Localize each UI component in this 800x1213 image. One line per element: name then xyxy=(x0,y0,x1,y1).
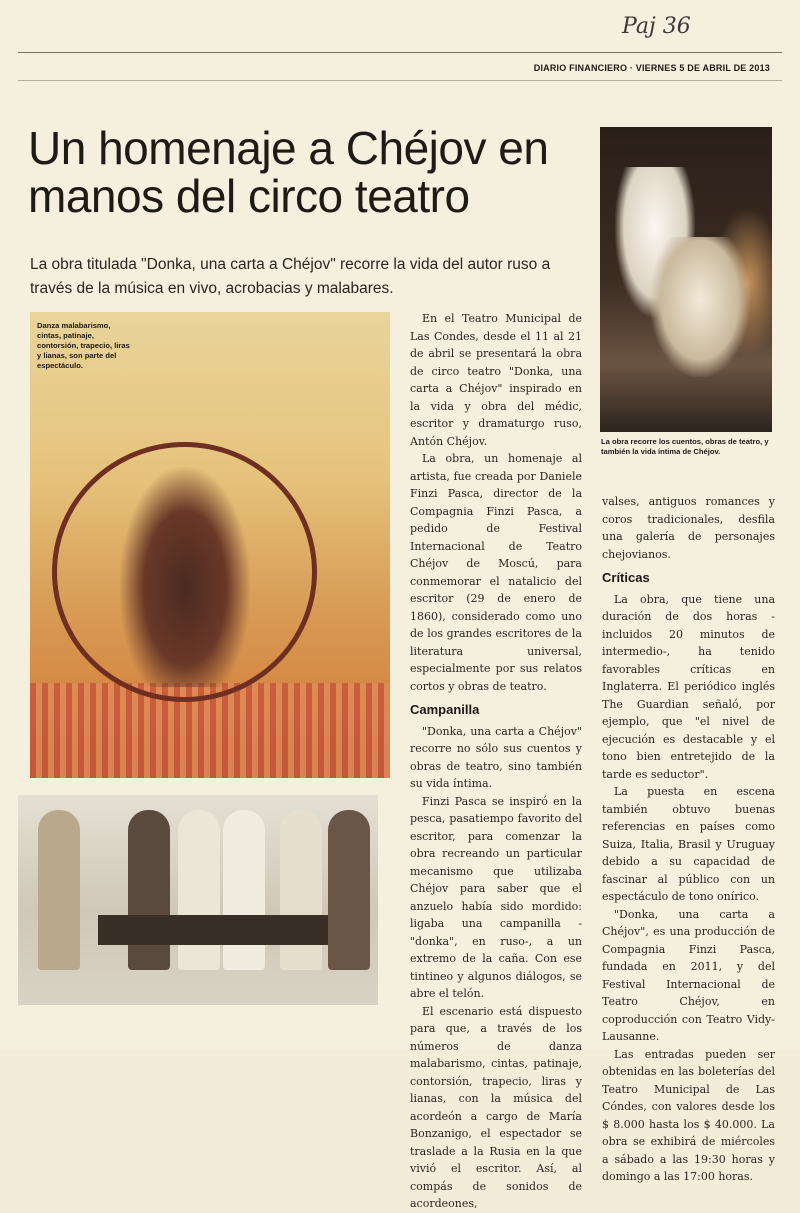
photo-figure xyxy=(128,810,170,970)
paragraph: "Donka, una carta a Chéjov", es una producción de Compagnia Finzi Pasca, fundada en 2011, y del Festival Internacional de Teatro Chéjov, en coproducción con Teatro Vidy-Lausanne. xyxy=(602,907,775,1043)
photo-figure xyxy=(38,810,80,970)
article-column-1 xyxy=(410,310,582,1213)
subhead-campanilla: Campanilla xyxy=(410,702,480,717)
photo-figure xyxy=(328,810,370,970)
article-column-2 xyxy=(602,493,775,1186)
photo-dancer xyxy=(120,467,250,687)
paragraph: valses, antiguos romances y coros tradicionales, desfila una galería de personajes chejovianos. xyxy=(602,495,775,561)
paragraph: Las entradas pueden ser obtenidas en las boleterías del Teatro Municipal de Las Cóndes, con valores desde los $ 8.000 hasta los $ 40.000. La obra se exhibirá de miércoles a sábado a las 19:30 horas y domingo a las 17:00 horas. xyxy=(602,1047,775,1183)
top-rule xyxy=(18,52,782,53)
headline: Un homenaje a Chéjov en manos del circo teatro xyxy=(28,122,549,222)
caption-right: La obra recorre los cuentos, obras de teatro, y también la vida íntima de Chéjov. xyxy=(601,437,769,456)
dateline: DIARIO FINANCIERO · VIERNES 5 DE ABRIL DE 2013 xyxy=(533,63,770,73)
photo-figure xyxy=(650,237,750,377)
photo-figure xyxy=(280,810,322,970)
paragraph: En el Teatro Municipal de Las Condes, desde el 11 al 21 de abril se presentará la obra de circo teatro "Donka, una carta a Chéjov" inspirado en la vida y obra del médic, escritor y dramaturgo ruso, Antón Chéjov. xyxy=(410,312,582,448)
photo-figure xyxy=(178,810,220,970)
dek: La obra titulada "Donka, una carta a Chéjov" recorre la vida del autor ruso a través de la música en vivo, acrobacias y malabares. xyxy=(30,256,551,297)
caption-main: Danza malabarismo, cintas, patinaje, contorsión, trapecio, liras y lianas, son parte del espectáculo. xyxy=(37,321,130,370)
subhead-criticas: Críticas xyxy=(602,570,650,585)
handwritten-page-note: Paj 36 xyxy=(622,14,691,39)
paragraph: El escenario está dispuesto para que, a través de los números de danza malabarismo, cintas, patinaje, contorsión, trapecio, liras y lianas, con la música del acordeón a cargo de María Bonzanigo, el espectador se traslade a la Rusia en la que vivió el escritor. Así, al compás de sonidos de acordeones, xyxy=(410,1004,582,1210)
dateline-rule xyxy=(18,80,782,81)
paragraph: La obra, que tiene una duración de dos horas -incluidos 20 minutos de intermedio-, ha tenido favorables críticas en Inglaterra. El periódico inglés The Guardian señaló, por ejemplo, que "el nivel de ejecución es destacable y el tono bien entretejido de la tarde es seductor". xyxy=(602,592,775,781)
photo-stage-couple xyxy=(600,127,772,432)
photo-ensemble xyxy=(18,795,378,1005)
paragraph: "Donka, una carta a Chéjov" recorre no sólo sus cuentos y obras de teatro, sino también su vida íntima. xyxy=(410,724,582,790)
paragraph: Finzi Pasca se inspiró en la pesca, pasatiempo favorito del escritor, para comenzar la obra recreando un particular mecanismo que utilizaba Chéjov para saber que el anzuelo había sido mordido: ligaba una campanilla -"donka", en ruso-, a un extremo de la caña. Con ese tintineo y algunos diálogos, se abre el telón. xyxy=(410,794,582,1000)
photo-hoop-dancer xyxy=(30,312,390,778)
photo-bed xyxy=(98,915,328,945)
paragraph: La obra, un homenaje al artista, fue creada por Daniele Finzi Pasca, director de la Compagnia Finzi Pasca, a pedido de Festival Internacional de Teatro Chéjov de Moscú, para conmemorar el natalicio del escritor (29 de enero de 1860), considerado como uno de los grandes escritores de la literatura universal, especialmente por sus relatos cortos y obras de teatro. xyxy=(410,452,582,693)
paragraph: La puesta en escena también obtuvo buenas referencias en países como Suiza, Italia, Brasil y Uruguay debido a su capacidad de fascinar al público con un espectáculo de tono onírico. xyxy=(602,785,775,903)
photo-figure xyxy=(223,810,265,970)
